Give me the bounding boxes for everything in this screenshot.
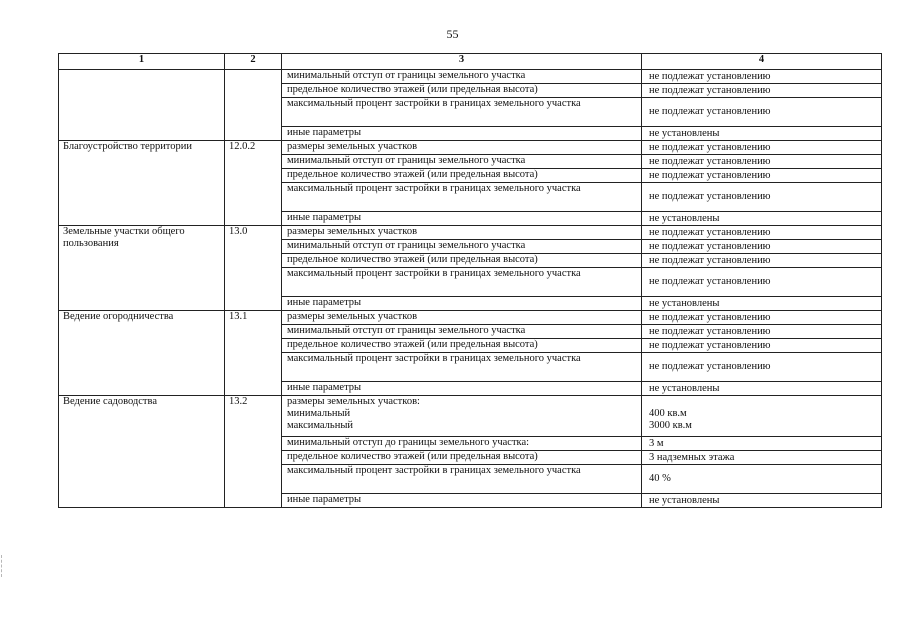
parameter-name: предельное количество этажей (или предельная высота) [282, 84, 642, 98]
table-row [59, 226, 882, 240]
parameter-value: не подлежат установлению [642, 268, 882, 297]
use-type-code [225, 70, 282, 141]
parameter-name: минимальный отступ от границы земельного участка [282, 70, 642, 84]
size-max-value: 3000 кв.м [649, 420, 692, 431]
parameter-name [282, 396, 642, 437]
table-row [59, 396, 882, 437]
parameter-value: не подлежат установлению [642, 325, 882, 339]
parameter-name: минимальный отступ от границы земельного участка [282, 155, 642, 169]
use-type-name: Ведение огородничества [59, 311, 225, 396]
size-min-label: минимальный [287, 408, 351, 419]
use-type-name: Благоустройство территории [59, 141, 225, 226]
parameter-value: не подлежат установлению [642, 98, 882, 127]
table-row [59, 311, 882, 325]
parameter-name: иные параметры [282, 127, 642, 141]
header-row [59, 54, 882, 70]
page-number: 55 [446, 27, 459, 41]
parameter-name: иные параметры [282, 212, 642, 226]
parameter-name: размеры земельных участков [282, 141, 642, 155]
parameter-value: 40 % [642, 465, 882, 494]
parameter-value: не подлежат установлению [642, 183, 882, 212]
parameter-name: предельное количество этажей (или предельная высота) [282, 254, 642, 268]
use-type-name: Ведение садоводства [59, 396, 225, 508]
parameter-value: не установлены [642, 212, 882, 226]
parameter-name: максимальный процент застройки в границах земельного участка [282, 353, 642, 382]
parameter-value: не подлежат установлению [642, 254, 882, 268]
parameter-name: минимальный отступ от границы земельного участка [282, 325, 642, 339]
parameter-value: не подлежат установлению [642, 240, 882, 254]
regulations-table [58, 53, 882, 508]
parameter-name: иные параметры [282, 297, 642, 311]
parameter-value: не подлежат установлению [642, 84, 882, 98]
parameter-name: минимальный отступ до границы земельного участка: [282, 437, 642, 451]
parameter-value: не подлежат установлению [642, 353, 882, 382]
column-header-3: 3 [282, 54, 642, 70]
parameter-value: не установлены [642, 127, 882, 141]
parameter-value: 3 м [642, 437, 882, 451]
column-header-4: 4 [642, 54, 882, 70]
parameter-name: максимальный процент застройки в границах земельного участка [282, 465, 642, 494]
parameter-name: предельное количество этажей (или предельная высота) [282, 451, 642, 465]
parameter-value: не установлены [642, 382, 882, 396]
use-type-name: Земельные участки общего пользования [59, 226, 225, 311]
parameter-name: максимальный процент застройки в границах земельного участка [282, 183, 642, 212]
parameter-name: предельное количество этажей (или предельная высота) [282, 339, 642, 353]
parameter-value: не подлежат установлению [642, 311, 882, 325]
use-type-name [59, 70, 225, 141]
parameter-value: не подлежат установлению [642, 141, 882, 155]
column-header-1: 1 [59, 54, 225, 70]
table-row [59, 70, 882, 84]
use-type-code: 13.0 [225, 226, 282, 311]
parameter-name: иные параметры [282, 494, 642, 508]
parameter-name: минимальный отступ от границы земельного участка [282, 240, 642, 254]
column-header-2: 2 [225, 54, 282, 70]
parameter-value: не подлежат установлению [642, 70, 882, 84]
parameter-value [642, 396, 882, 437]
use-type-code: 13.2 [225, 396, 282, 508]
parameter-value: не подлежат установлению [642, 169, 882, 183]
use-type-code: 12.0.2 [225, 141, 282, 226]
scan-edge-mark [1, 555, 6, 577]
parameter-value: не подлежат установлению [642, 155, 882, 169]
size-title: размеры земельных участков: [287, 396, 420, 407]
parameter-value: не подлежат установлению [642, 339, 882, 353]
parameter-value: не установлены [642, 494, 882, 508]
parameter-name: размеры земельных участков [282, 311, 642, 325]
parameter-name: предельное количество этажей (или предельная высота) [282, 169, 642, 183]
parameter-name: иные параметры [282, 382, 642, 396]
parameter-name: размеры земельных участков [282, 226, 642, 240]
parameter-value: не подлежат установлению [642, 226, 882, 240]
parameter-name: максимальный процент застройки в границах земельного участка [282, 268, 642, 297]
size-min-value: 400 кв.м [649, 408, 687, 419]
parameter-name: максимальный процент застройки в границах земельного участка [282, 98, 642, 127]
parameter-value: не установлены [642, 297, 882, 311]
table-row [59, 141, 882, 155]
size-max-label: максимальный [287, 420, 353, 431]
parameter-value: 3 надземных этажа [642, 451, 882, 465]
use-type-code: 13.1 [225, 311, 282, 396]
